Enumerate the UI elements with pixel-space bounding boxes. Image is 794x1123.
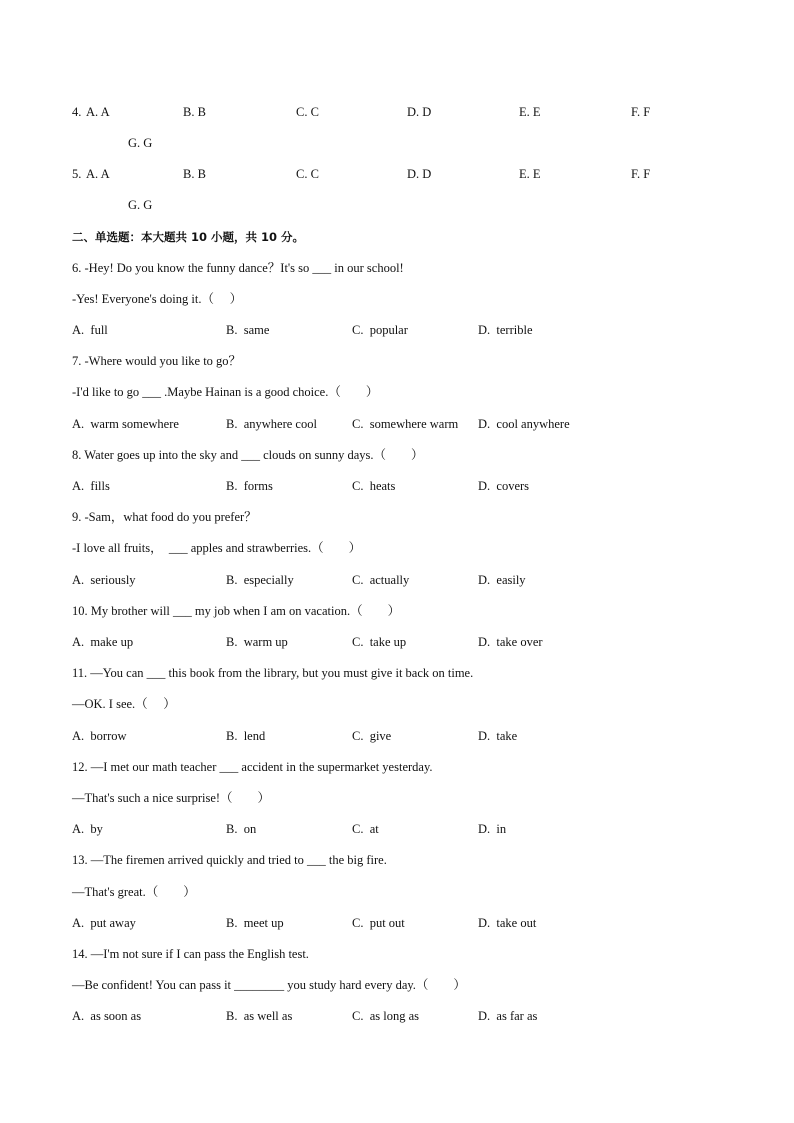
q14-question: 14. —I'm not sure if I can pass the English test. bbox=[72, 947, 309, 961]
q7-question: 7. -Where would you like to go？ bbox=[72, 354, 242, 368]
q12-option-c: C. at bbox=[352, 822, 379, 836]
q9-option-b: B. especially bbox=[226, 573, 294, 587]
q8-option-b: B. forms bbox=[226, 479, 273, 493]
q10-option-d: D. take over bbox=[478, 635, 543, 649]
q9-option-c: C. actually bbox=[352, 573, 410, 587]
q4-option-e: E. E bbox=[519, 105, 541, 119]
q14-response: —Be confident! You can pass it ________ you study hard every day.（ ） bbox=[72, 978, 466, 992]
q10-option-a: A. make up bbox=[72, 635, 134, 649]
q6-question: 6. -Hey! Do you know the funny dance？It's so ___ in our school! bbox=[72, 261, 404, 275]
section-heading: 二、单选题：本大题共 10 小题，共 10 分。 bbox=[72, 230, 305, 244]
q9-question: 9. -Sam，what food do you prefer？ bbox=[72, 510, 257, 524]
q5-option-f: F. F bbox=[631, 167, 651, 181]
q5-option-e: E. E bbox=[519, 167, 541, 181]
q13-question: 13. —The firemen arrived quickly and tried to ___ the big fire. bbox=[72, 853, 387, 867]
q10-question: 10. My brother will ___ my job when I am on vacation.（ ） bbox=[72, 604, 401, 618]
q10-option-b: B. warm up bbox=[226, 635, 288, 649]
q4-option-f: F. F bbox=[631, 105, 651, 119]
q12-option-d: D. in bbox=[478, 822, 507, 836]
q11-option-c: C. give bbox=[352, 729, 392, 743]
q10-option-c: C. take up bbox=[352, 635, 407, 649]
q14-option-c: C. as long as bbox=[352, 1009, 420, 1023]
q7-response: -I'd like to go ___ .Maybe Hainan is a good choice.（ ） bbox=[72, 385, 379, 399]
q11-option-a: A. borrow bbox=[72, 729, 127, 743]
q4-option-b: B. B bbox=[183, 105, 206, 119]
q8-option-a: A. fills bbox=[72, 479, 110, 493]
q13-response: —That's great.（ ） bbox=[72, 885, 196, 899]
q7-option-a: A. warm somewhere bbox=[72, 417, 179, 431]
q7-option-c: C. somewhere warm bbox=[352, 417, 459, 431]
q12-option-b: B. on bbox=[226, 822, 257, 836]
q9-response: -I love all fruits， ___ apples and strawberries.（ ） bbox=[72, 541, 362, 555]
q4-option-a: A. A bbox=[86, 105, 110, 119]
q11-response: —OK. I see.（ ） bbox=[72, 697, 176, 711]
q4-label: 4. bbox=[72, 105, 82, 119]
q12-option-a: A. by bbox=[72, 822, 103, 836]
q14-option-b: B. as well as bbox=[226, 1009, 293, 1023]
q6-response: -Yes! Everyone's doing it.（ ） bbox=[72, 292, 243, 306]
q5-option-b: B. B bbox=[183, 167, 206, 181]
q9-option-d: D. easily bbox=[478, 573, 526, 587]
q6-option-d: D. terrible bbox=[478, 323, 533, 337]
q4-option-g: G. G bbox=[128, 136, 153, 150]
q13-option-a: A. put away bbox=[72, 916, 136, 930]
q12-response: —That's such a nice surprise!（ ） bbox=[72, 791, 271, 805]
q8-option-c: C. heats bbox=[352, 479, 396, 493]
q13-option-c: C. put out bbox=[352, 916, 405, 930]
q14-option-d: D. as far as bbox=[478, 1009, 538, 1023]
q8-option-d: D. covers bbox=[478, 479, 530, 493]
q7-option-d: D. cool anywhere bbox=[478, 417, 570, 431]
q12-question: 12. —I met our math teacher ___ accident in the supermarket yesterday. bbox=[72, 760, 433, 774]
q6-option-c: C. popular bbox=[352, 323, 408, 337]
q5-option-d: D. D bbox=[407, 167, 432, 181]
q7-option-b: B. anywhere cool bbox=[226, 417, 317, 431]
q6-option-b: B. same bbox=[226, 323, 270, 337]
q11-option-d: D. take bbox=[478, 729, 518, 743]
q5-option-a: A. A bbox=[86, 167, 110, 181]
q11-option-b: B. lend bbox=[226, 729, 266, 743]
q4-option-c: C. C bbox=[296, 105, 319, 119]
q13-option-b: B. meet up bbox=[226, 916, 284, 930]
q8-question: 8. Water goes up into the sky and ___ clouds on sunny days.（ ） bbox=[72, 448, 424, 462]
q6-option-a: A. full bbox=[72, 323, 108, 337]
q13-option-d: D. take out bbox=[478, 916, 537, 930]
q11-question: 11. —You can ___ this book from the library, but you must give it back on time. bbox=[72, 666, 474, 680]
q4-option-d: D. D bbox=[407, 105, 432, 119]
q5-option-g: G. G bbox=[128, 198, 153, 212]
q14-option-a: A. as soon as bbox=[72, 1009, 142, 1023]
q9-option-a: A. seriously bbox=[72, 573, 136, 587]
q5-option-c: C. C bbox=[296, 167, 319, 181]
q5-label: 5. bbox=[72, 167, 82, 181]
